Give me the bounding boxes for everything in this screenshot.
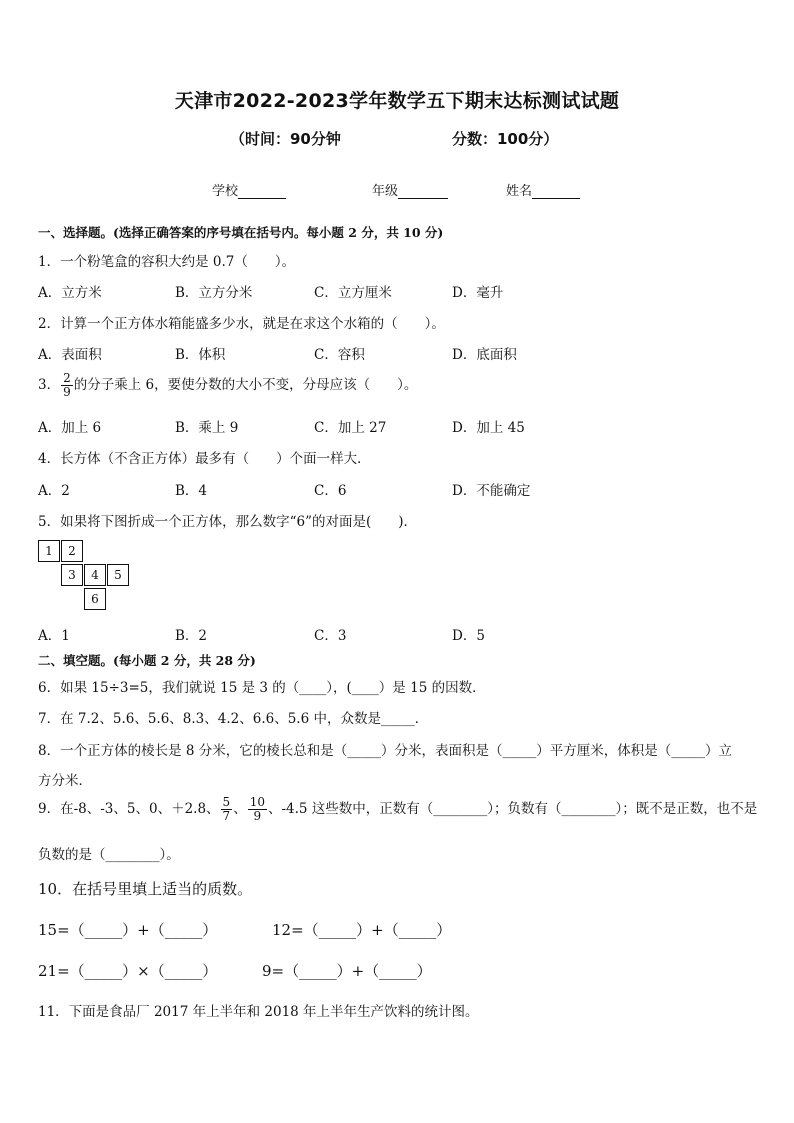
section1-heading: 一、选择题。(选择正确答案的序号填在括号内。每小题 2 分，共 10 分) xyxy=(38,225,444,240)
net-cell-6: 6 xyxy=(84,588,106,610)
question-6: 6．如果 15÷3=5，我们就说 15 是 3 的（____），(____）是 15 的因数． xyxy=(38,680,486,696)
q3-option-d[interactable]: D．加上 45 xyxy=(452,420,525,436)
question-3: 3． $\frac{2}{9}$ 的分子乘上 6，要使分数的大小不变，分母应该（ ）。 xyxy=(38,371,418,399)
q4-option-d[interactable]: D．不能确定 xyxy=(452,483,531,499)
q2-option-d[interactable]: D．底面积 xyxy=(452,347,517,363)
q1-option-a[interactable]: A．立方米 xyxy=(38,285,102,301)
q1-option-c[interactable]: C．立方厘米 xyxy=(314,285,392,301)
score-label: 分数：100分） xyxy=(452,130,559,148)
question-8: 8．一个正方体的棱长是 8 分米，它的棱长总和是（_____）分米，表面积是（_____）平方厘米，体积是（_____）立 xyxy=(38,743,733,759)
q5-option-d[interactable]: D．5 xyxy=(452,628,485,644)
net-cell-1: 1 xyxy=(38,540,60,562)
net-cell-4: 4 xyxy=(84,564,106,586)
page-title: 天津市2022-2023学年数学五下期末达标测试试题 xyxy=(174,90,620,112)
name-field[interactable]: 姓名 xyxy=(506,180,580,199)
q4-option-c[interactable]: C．6 xyxy=(314,483,347,499)
q2-option-c[interactable]: C．容积 xyxy=(314,347,365,363)
q10-item-15: 15=（_____）+（_____） xyxy=(38,921,218,939)
q3-option-a[interactable]: A．加上 6 xyxy=(38,420,102,436)
q2-option-a[interactable]: A．表面积 xyxy=(38,347,102,363)
q1-option-b[interactable]: B．立方分米 xyxy=(175,285,253,301)
time-label: （时间：90分钟 xyxy=(230,130,341,148)
q5-option-b[interactable]: B．2 xyxy=(175,628,208,644)
q4-option-b[interactable]: B．4 xyxy=(175,483,208,499)
q3-option-c[interactable]: C．加上 27 xyxy=(314,420,387,436)
question-11: 11．下面是食品厂 2017 年上半年和 2018 年上半年生产饮料的统计图。 xyxy=(38,1004,479,1020)
cube-net xyxy=(38,540,130,610)
q10-item-21: 21=（_____）×（_____） xyxy=(38,962,218,980)
question-10: 10．在括号里填上适当的质数。 xyxy=(38,880,253,898)
question-1: 1．一个粉笔盒的容积大约是 0.7（ ）。 xyxy=(38,254,296,270)
net-cell-2: 2 xyxy=(61,540,83,562)
question-8-continued: 方分米． xyxy=(38,773,92,789)
fraction-5-7: $\frac{5}{7}$ xyxy=(222,795,231,823)
net-cell-3: 3 xyxy=(61,564,83,586)
question-4: 4．长方体（不含正方体）最多有（ ）个面一样大． xyxy=(38,451,371,467)
grade-field[interactable]: 年级 xyxy=(372,180,448,199)
section2-heading: 二、填空题。(每小题 2 分，共 28 分) xyxy=(38,653,256,668)
q4-option-a[interactable]: A．2 xyxy=(38,483,70,499)
question-7: 7．在 7.2、5.6、5.6、8.3、4.2、6.6、5.6 中，众数是_____． xyxy=(38,711,429,727)
question-9: 9．在-8、-3、5、0、＋2.8、 $\frac{5}{7}$ 、 $\frac{10}{9}$ 、-4.5 这些数中，正数有（________）；负数有（________）；既不是正数，也不是 xyxy=(38,795,758,823)
school-field[interactable]: 学校 xyxy=(212,180,286,199)
q10-item-12: 12=（_____）+（_____） xyxy=(272,921,452,939)
fraction-2-9: $\frac{2}{9}$ xyxy=(63,371,71,399)
net-cell-5: 5 xyxy=(107,564,129,586)
fraction-10-9: $\frac{10}{9}$ xyxy=(249,795,265,823)
question-5: 5．如果将下图折成一个正方体，那么数字“6”的对面是( )． xyxy=(38,514,418,530)
q5-option-c[interactable]: C．3 xyxy=(314,628,347,644)
q2-option-b[interactable]: B．体积 xyxy=(175,347,226,363)
q5-option-a[interactable]: A．1 xyxy=(38,628,70,644)
q10-item-9: 9=（_____）+（_____） xyxy=(262,962,432,980)
question-9-continued: 负数的是（________）。 xyxy=(38,847,180,863)
question-2: 2．计算一个正方体水箱能盛多少水，就是在求这个水箱的（ ）。 xyxy=(38,316,445,332)
q1-option-d[interactable]: D．毫升 xyxy=(452,285,504,301)
q3-option-b[interactable]: B．乘上 9 xyxy=(175,420,239,436)
